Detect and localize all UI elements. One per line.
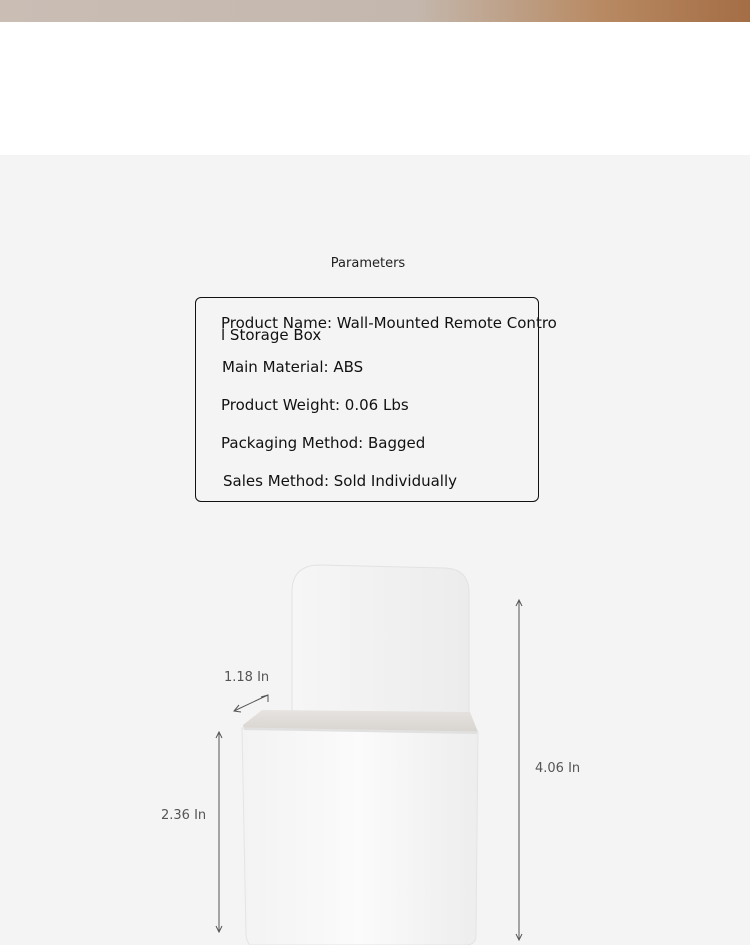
param-packaging-method: Packaging Method: Bagged — [221, 434, 426, 452]
param-main-material: Main Material: ABS — [222, 358, 364, 376]
dimension-front-height-label: 2.36 In — [161, 808, 207, 823]
parameters-box — [195, 297, 557, 502]
pocket-front — [242, 728, 478, 945]
depth-arrow — [234, 695, 268, 712]
white-section-band — [0, 22, 750, 155]
parameters-title: Parameters — [330, 256, 406, 271]
dimension-total-height-label: 4.06 In — [535, 761, 581, 776]
top-product-photo-strip — [0, 0, 750, 22]
dimension-depth-label: 1.18 In — [224, 670, 270, 685]
param-product-name: Product Name: Wall-Mounted Remote Control Storage Box — [221, 314, 557, 344]
total-height-arrow — [516, 600, 522, 940]
front-height-arrow — [216, 732, 222, 932]
param-product-weight: Product Weight: 0.06 Lbs — [221, 396, 409, 414]
product-dimension-illustration — [0, 540, 750, 945]
param-sales-method: Sales Method: Sold Individually — [223, 472, 458, 490]
